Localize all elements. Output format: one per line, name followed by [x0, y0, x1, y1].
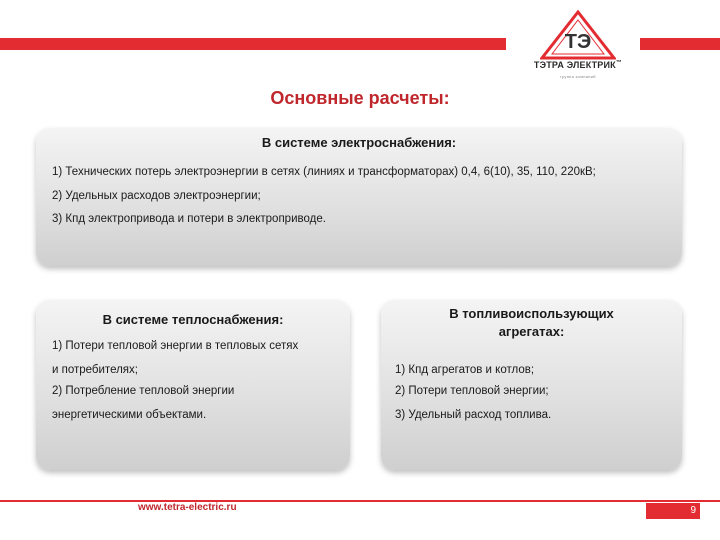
- logo-triangle-icon: [540, 10, 616, 60]
- heat-line-4: энергетическими объектами.: [52, 409, 207, 421]
- heat-line-1: 1) Потери тепловой энергии в тепловых сетях: [52, 340, 299, 352]
- fuel-card-title-line-1: В топливоиспользующих: [449, 306, 614, 321]
- header-red-band-left: [0, 38, 506, 50]
- page-number-badge: 9: [646, 503, 700, 519]
- footer-red-line: [0, 500, 720, 502]
- electricity-card-title: В системе электроснабжения:: [261, 135, 457, 150]
- fuel-line-3: 3) Удельный расход топлива.: [395, 409, 552, 421]
- header-red-band-right: [640, 38, 720, 50]
- fuel-card: [381, 300, 682, 470]
- fuel-card-title-line-2: агрегатах:: [498, 324, 565, 339]
- fuel-line-2: 2) Потери тепловой энергии;: [395, 385, 549, 397]
- svg-text:ТЭ: ТЭ: [564, 31, 592, 53]
- company-logo: [516, 8, 640, 88]
- heat-line-3: 2) Потребление тепловой энергии: [52, 385, 235, 397]
- heat-line-2: и потребителях;: [52, 364, 138, 376]
- electricity-item-1: 1) Технических потерь электроэнергии в сетях (линиях и трансформаторах) 0,4, 6(10), 35, 110, 220кВ;: [52, 166, 596, 178]
- logo-company-name: ТЭТРА ЭЛЕКТРИК™: [533, 60, 623, 70]
- electricity-card: [36, 128, 682, 266]
- footer-website-link[interactable]: www.tetra-electric.ru: [133, 502, 242, 513]
- heat-card-title: В системе теплоснабжения:: [102, 312, 284, 327]
- fuel-line-1: 1) Кпд агрегатов и котлов;: [395, 364, 535, 376]
- slide-title: Основные расчеты:: [270, 88, 450, 108]
- logo-subtitle: группа компаний: [560, 74, 596, 79]
- electricity-item-3: 3) Кпд электропривода и потери в электроприводе.: [52, 213, 326, 225]
- heat-card: [36, 300, 350, 470]
- electricity-item-2: 2) Удельных расходов электроэнергии;: [52, 190, 261, 202]
